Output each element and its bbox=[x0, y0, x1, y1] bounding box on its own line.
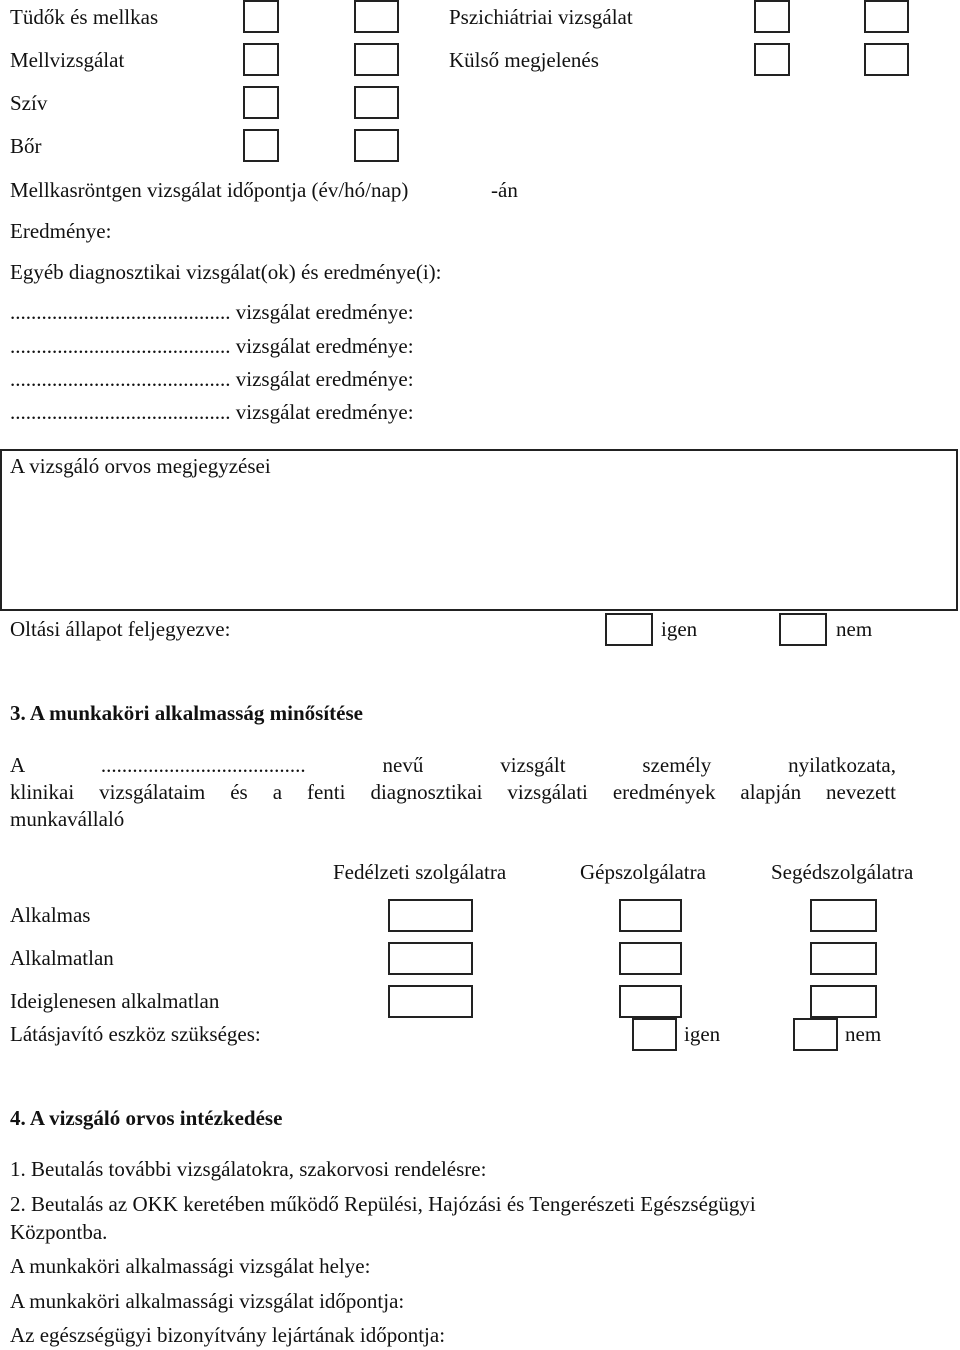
checkbox-vaccination-no[interactable] bbox=[779, 613, 827, 646]
section3-paragraph bbox=[10, 752, 896, 833]
checkbox-temp-unfit-engine[interactable] bbox=[619, 985, 682, 1018]
label-appearance: Külső megjelenés bbox=[449, 48, 599, 72]
checkbox-heart-1[interactable] bbox=[243, 86, 279, 119]
label-chest-exam: Mellvizsgálat bbox=[10, 48, 125, 72]
label-xray-result: Eredménye: bbox=[10, 219, 112, 243]
section3-title: 3. A munkaköri alkalmasság minősítése bbox=[10, 701, 363, 725]
diag-row-3: .......................................... vizsgálat eredménye: bbox=[10, 367, 414, 391]
label-xray-suffix: -án bbox=[491, 178, 518, 202]
checkbox-chest-1[interactable] bbox=[243, 43, 279, 76]
diag-row-4: .......................................... vizsgálat eredménye: bbox=[10, 400, 414, 424]
column-auxiliary-service: Segédszolgálatra bbox=[771, 860, 914, 884]
row-fit: Alkalmas bbox=[10, 903, 91, 927]
label-vision-no: nem bbox=[845, 1022, 882, 1046]
label-vision-aid: Látásjavító eszköz szükséges: bbox=[10, 1022, 261, 1046]
section4-title: 4. A vizsgáló orvos intézkedése bbox=[10, 1106, 283, 1130]
checkbox-vision-no[interactable] bbox=[793, 1018, 838, 1051]
diag-row-2: .......................................... vizsgálat eredménye: bbox=[10, 334, 414, 358]
row-unfit: Alkalmatlan bbox=[10, 946, 114, 970]
checkbox-skin-1[interactable] bbox=[243, 129, 279, 162]
label-psychiatric: Pszichiátriai vizsgálat bbox=[449, 5, 633, 29]
label-vaccination-yes: igen bbox=[661, 617, 698, 641]
checkbox-lungs-2[interactable] bbox=[354, 0, 399, 33]
checkbox-unfit-deck[interactable] bbox=[388, 942, 473, 975]
checkbox-heart-2[interactable] bbox=[354, 86, 399, 119]
label-notes: A vizsgáló orvos megjegyzései bbox=[10, 454, 271, 478]
label-exam-place: A munkaköri alkalmassági vizsgálat helye: bbox=[10, 1254, 371, 1278]
label-skin: Bőr bbox=[10, 134, 42, 158]
checkbox-vision-yes[interactable] bbox=[632, 1018, 677, 1051]
label-heart: Szív bbox=[10, 91, 48, 115]
checkbox-lungs-1[interactable] bbox=[243, 0, 279, 33]
label-vaccination-no: nem bbox=[836, 617, 873, 641]
label-certificate-expiry: Az egészségügyi bizonyítvány lejártának időpontja: bbox=[10, 1323, 446, 1347]
checkbox-fit-deck[interactable] bbox=[388, 899, 473, 932]
label-lungs-chest: Tüdők és mellkas bbox=[10, 5, 159, 29]
checkbox-appearance-1[interactable] bbox=[754, 43, 790, 76]
label-vaccination: Oltási állapot feljegyezve: bbox=[10, 617, 231, 641]
section4-item-2a: 2. Beutalás az OKK keretében működő Repülési, Hajózási és Tengerészeti Egészségügyi bbox=[10, 1192, 756, 1216]
section4-item-2b: Központba. bbox=[10, 1220, 108, 1244]
column-engine-service: Gépszolgálatra bbox=[580, 860, 706, 884]
checkbox-unfit-auxiliary[interactable] bbox=[810, 942, 877, 975]
checkbox-chest-2[interactable] bbox=[354, 43, 399, 76]
checkbox-appearance-2[interactable] bbox=[864, 43, 909, 76]
checkbox-fit-auxiliary[interactable] bbox=[810, 899, 877, 932]
label-xray-date: Mellkasröntgen vizsgálat időpontja (év/hó/nap) bbox=[10, 178, 409, 202]
checkbox-psych-1[interactable] bbox=[754, 0, 790, 33]
row-temporarily-unfit: Ideiglenesen alkalmatlan bbox=[10, 989, 220, 1013]
section4-item-1: 1. Beutalás további vizsgálatokra, szakorvosi rendelésre: bbox=[10, 1157, 487, 1181]
checkbox-fit-engine[interactable] bbox=[619, 899, 682, 932]
section3-line-1: A ....................................... nevű vizsgált személy nyilatkozata, bbox=[10, 753, 896, 777]
checkbox-vaccination-yes[interactable] bbox=[605, 613, 653, 646]
checkbox-skin-2[interactable] bbox=[354, 129, 399, 162]
diag-row-1: .......................................... vizsgálat eredménye: bbox=[10, 300, 414, 324]
column-deck-service: Fedélzeti szolgálatra bbox=[333, 860, 507, 884]
section3-line-2: klinikai vizsgálataim és a fenti diagnosztikai vizsgálati eredmények alapján nevezett bbox=[10, 780, 896, 804]
checkbox-temp-unfit-auxiliary[interactable] bbox=[810, 985, 877, 1018]
checkbox-psych-2[interactable] bbox=[864, 0, 909, 33]
label-other-diag: Egyéb diagnosztikai vizsgálat(ok) és eredménye(i): bbox=[10, 260, 442, 284]
checkbox-temp-unfit-deck[interactable] bbox=[388, 985, 473, 1018]
section3-line-3: munkavállaló bbox=[10, 807, 125, 831]
label-exam-date: A munkaköri alkalmassági vizsgálat időpontja: bbox=[10, 1289, 405, 1313]
label-vision-yes: igen bbox=[684, 1022, 721, 1046]
checkbox-unfit-engine[interactable] bbox=[619, 942, 682, 975]
